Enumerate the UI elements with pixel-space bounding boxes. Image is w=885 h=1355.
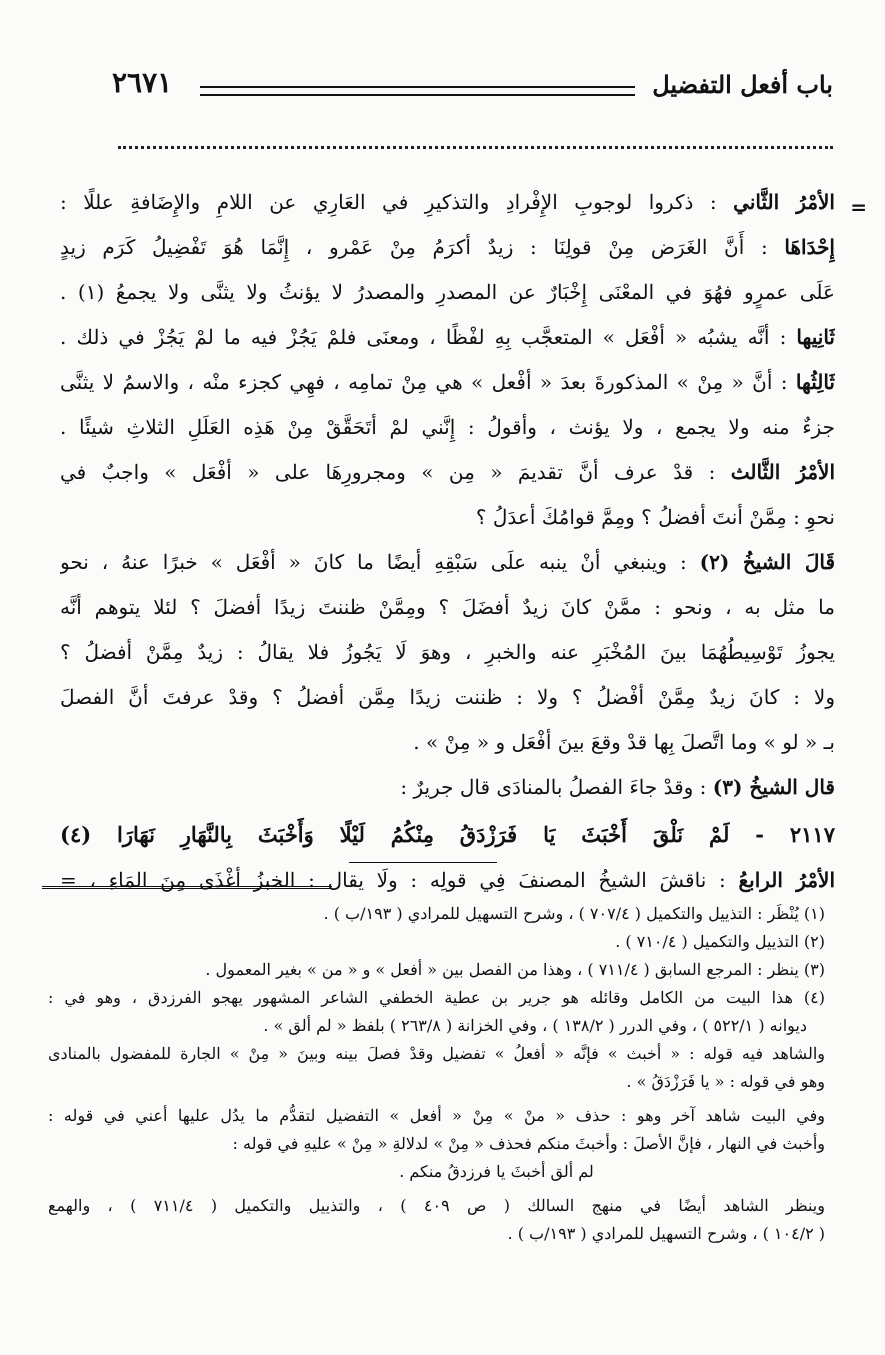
footnote-line: (١) يُنْظَر : التذييل والتكميل ( ٧٠٧/٤ ) ، وشرح التسهيل للمرادي ( ١٩٣/ب ) .: [323, 904, 825, 923]
text-line: ولا : كانَ زيدٌ مِمَّنْ أفْضلُ ؟ ولا : ظننت زيدًا مِمَّن أفضلُ ؟ وقدْ عرفتَ أنَّ الفصلَ: [60, 685, 835, 709]
footnote-line: (٣) ينظر : المرجع السابق ( ٧١١/٤ ) ، وهذا من الفصل بين « أفعل » و « من » بغير المعمول .: [205, 960, 825, 979]
dotted-divider: [118, 146, 833, 149]
footnote-line: ديوانه ( ٥٢٢/١ ) ، وفي الدرر ( ١٣٨/٢ ) ، وفي الخزانة ( ٢٦٣/٨ ) بلفظ « لم ألق » .: [263, 1016, 807, 1035]
page-number: ٢٦٧١: [112, 66, 173, 99]
footnote-line: ( ١٠٤/٢ ) ، وشرح التسهيل للمرادي ( ١٩٣/ب ) .: [507, 1224, 825, 1243]
text-line: يجوزُ تَوْسِيطُهُمَا بينَ المُخْبَرِ عنه والخبرِ ، وهوَ لَا يَجُوزُ فلا يقالُ : زيدٌ مِمَّنْ أفضلُ ؟: [60, 640, 835, 664]
text-line: بـ « لو » وما اتَّصلَ بِها قدْ وقعَ بينَ أفْعَل و « مِنْ » .: [413, 730, 835, 754]
footnote-line: (٢) التذييل والتكميل ( ٧١٠/٤ ) .: [615, 932, 825, 951]
footnote-line: وأخبث في النهار ، فإنَّ الأصلَ : وأخبثَ منكم فحذف « مِنْ » لدلالةِ « مِنْ » عليهِ في قوله :: [232, 1134, 825, 1153]
text-line: إِحْدَاهَا : أَنَّ الغَرَض مِنْ قولِنَا : زيدٌ أكرَمُ مِنْ عَمْرو ، إِنَّمَا هُوَ تَفْضِيلُ كَرَم زيدٍ: [60, 235, 835, 259]
text-line: الأمْرُ الثَّالث : قدْ عرف أنَّ تقديمَ « مِن » ومجرورِهَا على « أفْعَل » واجبٌ في: [60, 460, 835, 484]
text-line: الأمْرُ الرابعُ : ناقشَ الشيخُ المصنفَ فِي قولِه : ولَا يقال : الخبزُ أغْذَى مِنَ المَاءِ ، =: [60, 868, 835, 892]
text-line: قال الشيخُ (٣) : وقدْ جاءَ الفصلُ بالمنادَى قال جريرٌ :: [400, 775, 835, 799]
text-line: عَلَى عمرٍو فهُوَ في المعْنَى إِخْبَارٌ عن المصدرِ والمصدرُ لا يؤنثُ ولا يثنَّى ولا يجمعُ (١) .: [60, 280, 835, 304]
footnote-verse: لم ألق أخبثَ يا فرزدقُ منكم .: [399, 1162, 594, 1181]
text-line: ثَانِيها : أنَّه يشبُه « أفْعَل » المتعجَّب بِهِ لفْظًا ، ومعنَى فلمْ يَجُزْ فيه ما لمْ يَجُزْ في ذلك .: [60, 325, 835, 349]
footnote-line: والشاهد فيه قوله : « أخبث » فإنَّه « أفعلُ » تفضيل وقدْ فصلَ بينه وبينَ « مِنْ » الجارة للمفضول بالمنادى: [48, 1044, 825, 1063]
footnote-line: وينظر الشاهد أيضًا في منهج السالك ( ص ٤٠٩ ) ، والتذييل والتكميل ( ٧١١/٤ ) ، والهمع: [48, 1196, 825, 1215]
text-line: جزءٌ منه ولا يجمع ، ولا يؤنث ، وأقولُ : إِنَّني لمْ أتَحَقَّقْ مِنْ هَذِه العَلَلِ الثلاثِ شيئًا .: [60, 415, 835, 439]
verse-line: ٢١١٧ - لَمْ نَلْقَ أَخْبَثَ يَا فَرَزْدَقُ مِنْكُمُ لَيْلًا وَأَخْبَثَ بِالنَّهَارِ نَهَارَا (٤): [60, 822, 835, 847]
text-line: نحوِ : مِمَّنْ أنتَ أفضلُ ؟ ومِمَّ قوامُكَ أعدَلُ ؟: [475, 505, 835, 529]
header-rule: [200, 86, 635, 96]
chapter-title: باب أفعل التفضيل: [652, 70, 833, 99]
continuation-mark: =: [850, 195, 867, 219]
footnote-line: وفي البيت شاهد آخر وهو : حذف « منْ » مِنْ « أفعل » التفضيل لتقدُّم ما يدُل عليها أعني في قوله :: [48, 1106, 825, 1125]
text-line: الأمْرُ الثَّاني : ذكروا لوجوبِ الإِفْرادِ والتذكيرِ في العَارِي عن اللامِ والإِضَافةِ عللًا :: [60, 190, 835, 214]
footnote-line: (٤) هذا البيت من الكامل وقائله هو جرير بن عطية الخطفي الشاعر المشهور يهجو الفرزدق ، وهو في :: [48, 988, 825, 1007]
footnote-line: وهو في قوله : « يا فَرَزْدَقُ » .: [626, 1072, 825, 1091]
text-underline: [349, 862, 497, 863]
text-line: ما مثل به ، ونحو : ممَّنْ كانَ زيدٌ أفضَلَ ؟ ومِمَّنْ ظننتَ زيدًا أفضلَ ؟ لئلا يتوهم أنَّه: [60, 595, 835, 619]
footnote-separator: [42, 886, 332, 892]
text-line: قَالَ الشيخُ (٢) : وينبغي أنْ ينبه علَى سَبْقِهِ أيضًا ما كانَ « أفْعَل » خبرًا عنهُ ، نحو: [60, 550, 835, 574]
footnotes: [48, 900, 825, 1248]
text-line: ثَالِثُها : أنَّ « مِنْ » المذكورةَ بعدَ « أفْعل » هي مِنْ تمامِه ، فهِي كجزء منْه ، والاسمُ لا يثنَّى: [60, 370, 835, 394]
main-text: [60, 180, 835, 900]
